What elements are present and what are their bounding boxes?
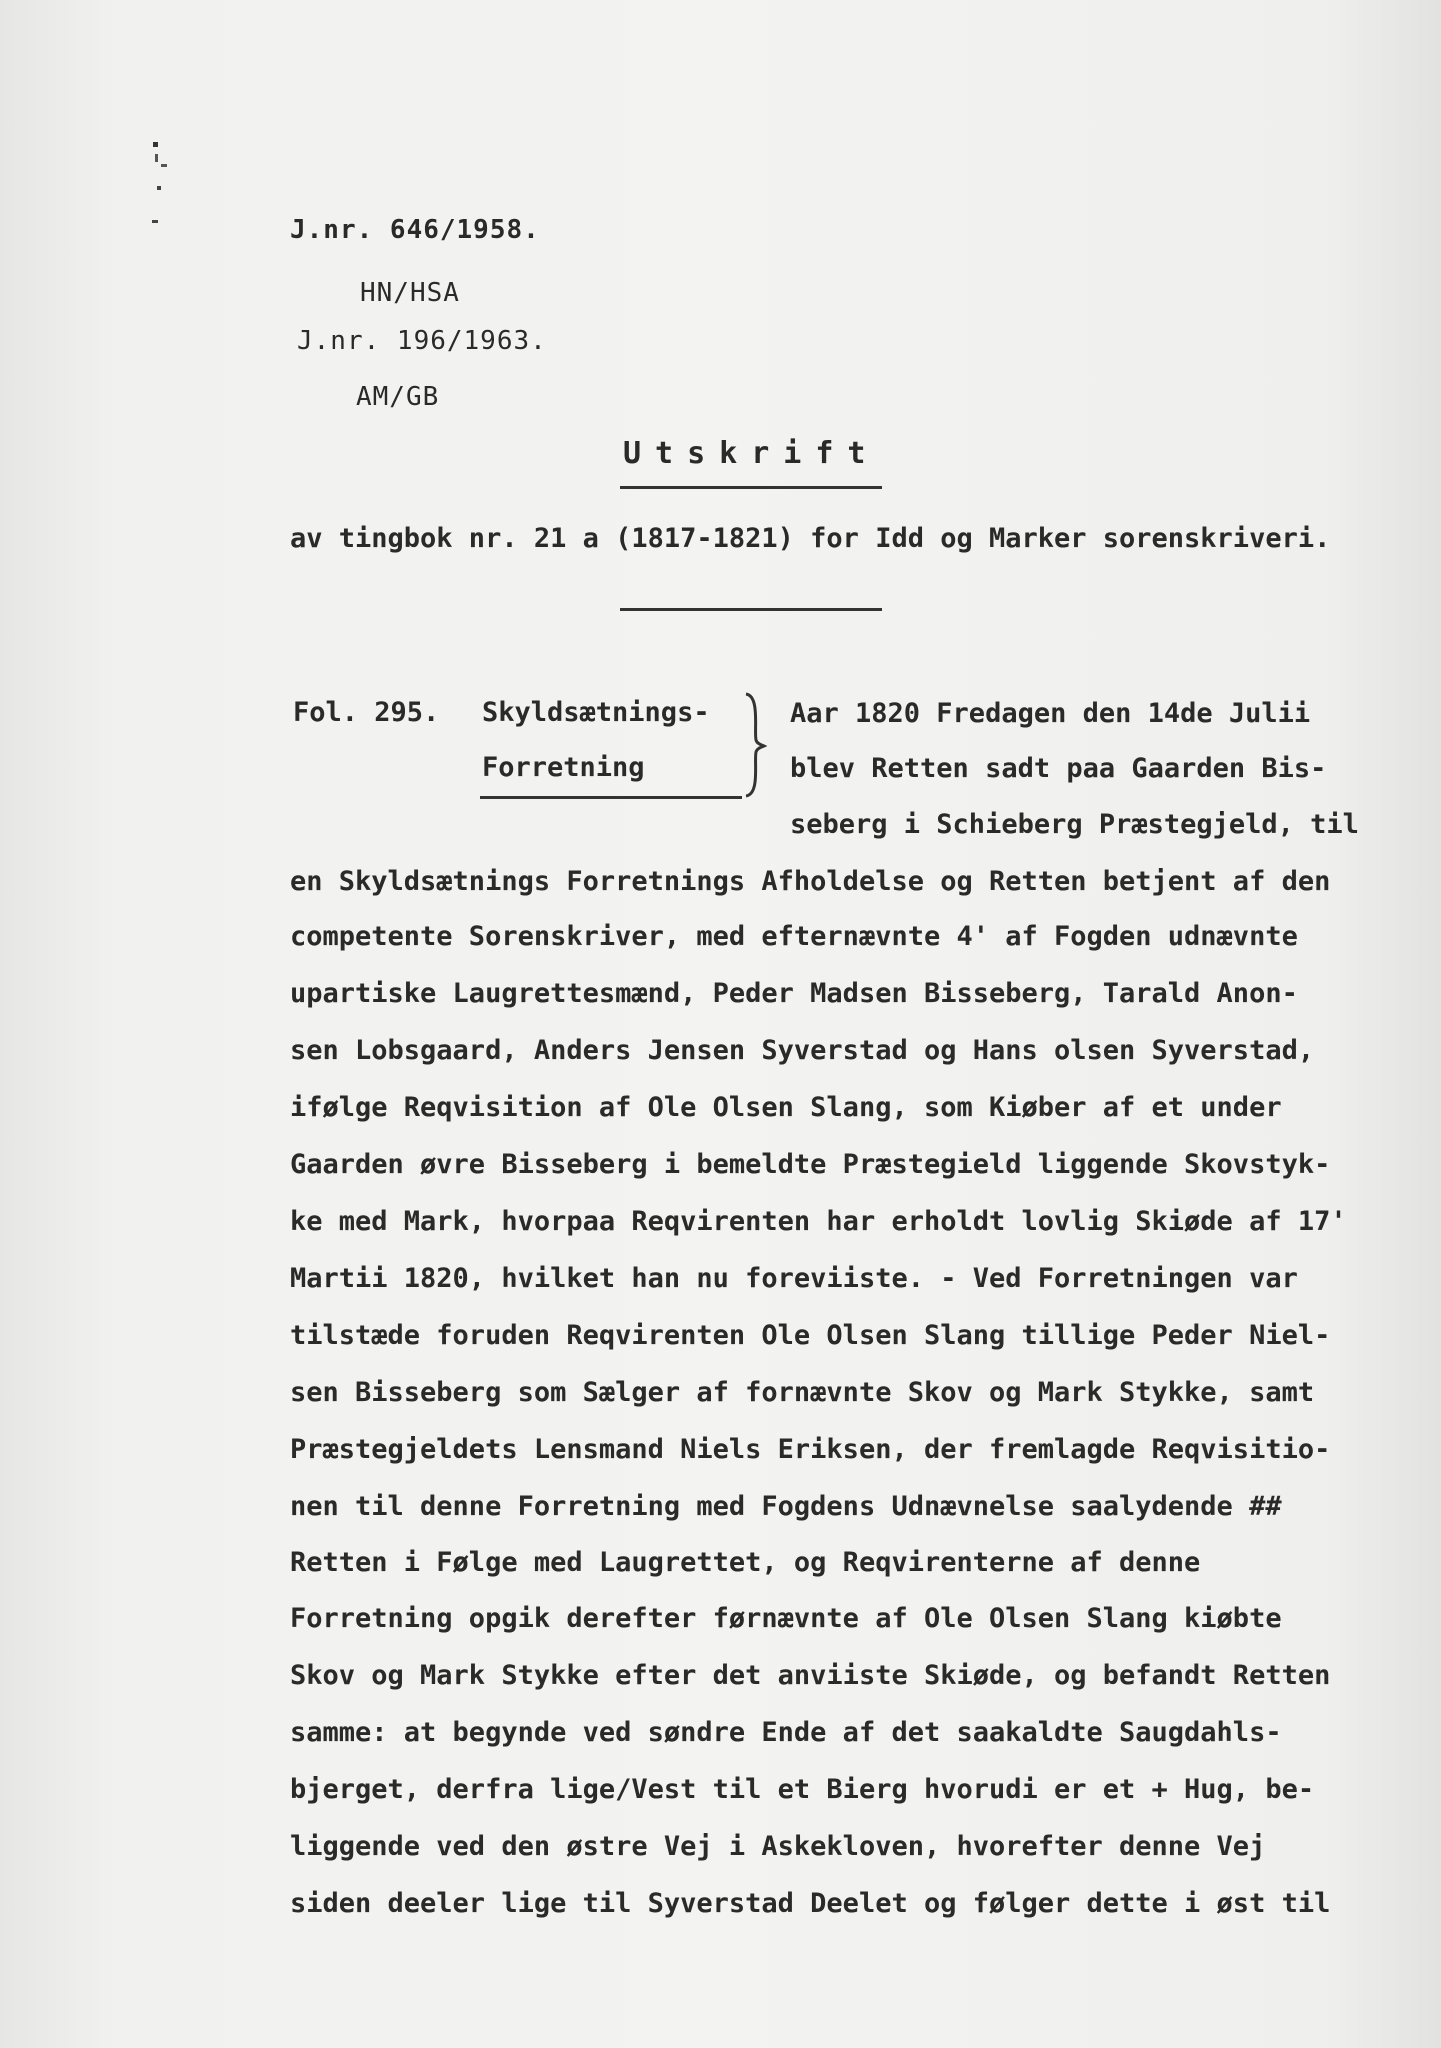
body-line: Præstegjeldets Lensmand Niels Eriksen, der fremlagde Reqvisitio- <box>290 1434 1331 1465</box>
body-line: tilstæde foruden Reqvirenten Ole Olsen Slang tillige Peder Niel- <box>290 1320 1331 1351</box>
initials-am-gb: AM/GB <box>356 382 440 412</box>
body-line: en Skyldsætnings Forretnings Afholdelse og Retten betjent af den <box>290 866 1331 897</box>
body-line: sen Bisseberg som Sælger af fornævnte Skov og Mark Stykke, samt <box>290 1377 1315 1408</box>
folio-number: Fol. 295. <box>293 697 440 728</box>
body-line: samme: at begynde ved søndre Ende af det saakaldte Saugdahls- <box>290 1717 1282 1748</box>
body-line: Forretning opgik derefter førnævnte af Ole Olsen Slang kiøbte <box>290 1603 1282 1634</box>
entry-heading-line-1: Skyldsætnings- <box>482 697 710 728</box>
journal-number-1963: J.nr. 196/1963. <box>297 326 547 356</box>
title-underline <box>620 486 882 489</box>
body-line: ifølge Reqvisition af Ole Olsen Slang, som Kiøber af et under <box>290 1092 1282 1123</box>
margin-marks <box>145 140 185 230</box>
body-line: blev Retten sadt paa Gaarden Bis- <box>790 753 1327 784</box>
entry-heading-line-2: Forretning <box>482 752 645 783</box>
curly-brace-icon <box>740 690 770 800</box>
heading-underline <box>480 796 742 799</box>
initials-hn-hsa: HN/HSA <box>360 278 460 308</box>
body-line: bjerget, derfra lige/Vest til et Bierg hvorudi er et + Hug, be- <box>290 1774 1315 1805</box>
body-line: siden deeler lige til Syverstad Deelet og følger dette i øst til <box>290 1888 1331 1919</box>
separator-rule <box>620 608 882 611</box>
body-line: sen Lobsgaard, Anders Jensen Syverstad og Hans olsen Syverstad, <box>290 1035 1315 1066</box>
body-line: Retten i Følge med Laugrettet, og Reqvirenterne af denne <box>290 1547 1201 1578</box>
body-line: Martii 1820, hvilket han nu foreviiste. - Ved Forretningen var <box>290 1263 1298 1294</box>
body-line: Aar 1820 Fredagen den 14de Julii <box>790 698 1311 729</box>
document-title: Utskrift <box>623 436 880 471</box>
body-line: competente Sorenskriver, med efternævnte 4' af Fogden udnævnte <box>290 921 1298 952</box>
body-line: ke med Mark, hvorpaa Reqvirenten har erholdt lovlig Skiøde af 17' <box>290 1206 1347 1237</box>
document-subtitle: av tingbok nr. 21 a (1817-1821) for Idd og Marker sorenskriveri. <box>290 523 1331 554</box>
body-line: upartiske Laugrettesmænd, Peder Madsen Bisseberg, Tarald Anon- <box>290 978 1298 1009</box>
body-line: nen til denne Forretning med Fogdens Udnævnelse saalydende ## <box>290 1491 1282 1522</box>
body-line: seberg i Schieberg Præstegjeld, til <box>790 809 1359 840</box>
journal-number-1958: J.nr. 646/1958. <box>290 215 540 245</box>
body-line: liggende ved den østre Vej i Askekloven, hvorefter denne Vej <box>290 1831 1266 1862</box>
body-line: Gaarden øvre Bisseberg i bemeldte Præstegield liggende Skovstyk- <box>290 1149 1331 1180</box>
body-line: Skov og Mark Stykke efter det anviiste Skiøde, og befandt Retten <box>290 1660 1331 1691</box>
